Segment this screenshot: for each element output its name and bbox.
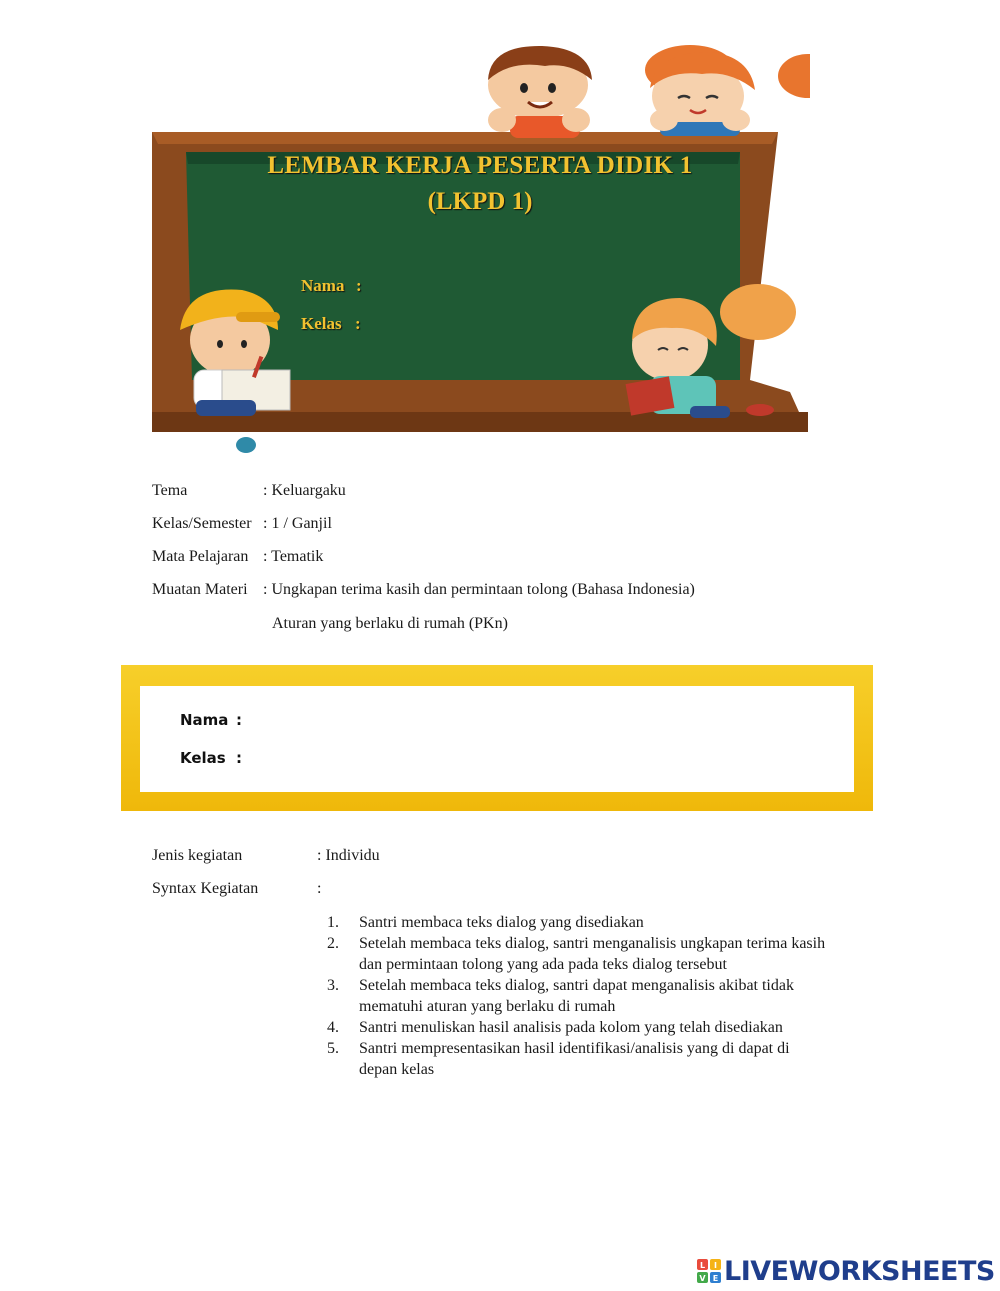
box-kelas-input[interactable] [256,746,816,772]
jenis-kegiatan-value: : Individu [317,847,380,864]
info-label-mata-pelajaran: Mata Pelajaran [152,548,249,565]
name-box [140,686,854,792]
logo-letter: E [712,1274,719,1283]
info-value-kelas-semester: : 1 / Ganjil [263,515,332,532]
board-nama-input[interactable] [372,274,692,298]
logo-letter: I [714,1261,717,1270]
box-nama-label: Nama [180,711,229,729]
step-number: 2. [327,935,339,952]
syntax-kegiatan-colon: : [317,880,322,897]
boy-peeking-illustration [488,46,592,138]
jenis-kegiatan-label: Jenis kegiatan [152,847,243,864]
info-value-muatan-materi: : Ungkapan terima kasih dan permintaan tolong (Bahasa Indonesia) [263,581,695,598]
liveworksheets-logo-text: LIVEWORKSHEETS [724,1255,995,1287]
step-number: 5. [327,1040,339,1057]
girl-peeking-illustration [645,45,810,136]
syntax-kegiatan-label: Syntax Kegiatan [152,880,259,897]
step-text: Setelah membaca teks dialog, santri menganalisis ungkapan terima kasih dan permintaan tolong yang ada pada teks dialog tersebut [359,935,826,973]
chalkboard-illustration [150,40,810,465]
step-text: Santri menuliskan hasil analisis pada kolom yang telah disediakan [359,1019,783,1036]
info-label-tema: Tema [152,482,188,499]
chalkboard-svg [150,40,810,465]
info-value-tema: : Keluarga​ku [263,482,346,499]
board-kelas-colon: : [355,314,361,333]
board-kelas-input[interactable] [372,312,692,336]
info-value-muatan-materi-2: Aturan yang berlaku di rumah (PKn) [272,615,508,632]
board-nama-label: Nama [301,276,345,295]
step-text: Santri mempresentasikan hasil identifikasi/analisis yang di dapat di depan kelas [359,1040,790,1078]
box-nama-input[interactable] [256,708,816,734]
step-number: 1. [327,914,339,931]
logo-letter: L [699,1261,706,1270]
box-kelas-label: Kelas [180,749,226,767]
step-text: Setelah membaca teks dialog, santri dapat menganalisis akibat tidak mematuhi aturan yang berlaku di rumah [359,977,794,1015]
board-kelas-label: Kelas [301,314,342,333]
info-label-muatan-materi: Muatan Materi [152,581,248,598]
box-kelas-colon: : [236,749,242,767]
step-text: Santri membaca teks dialog yang disediakan [359,914,644,931]
info-label-kelas-semester: Kelas/Semester [152,515,252,532]
step-number: 3. [327,977,339,994]
liveworksheets-logo-icon [697,1259,721,1283]
step-number: 4. [327,1019,339,1036]
info-value-mata-pelajaran: : Tematik [263,548,324,565]
logo-letter: V [699,1274,706,1283]
board-nama-colon: : [356,276,362,295]
box-nama-colon: : [236,711,242,729]
worksheet-title: LEMBAR KERJA PESERTA DIDIK 1 [267,152,693,179]
worksheet-subtitle: (LKPD 1) [427,188,533,215]
liveworksheets-logo [697,1255,995,1287]
